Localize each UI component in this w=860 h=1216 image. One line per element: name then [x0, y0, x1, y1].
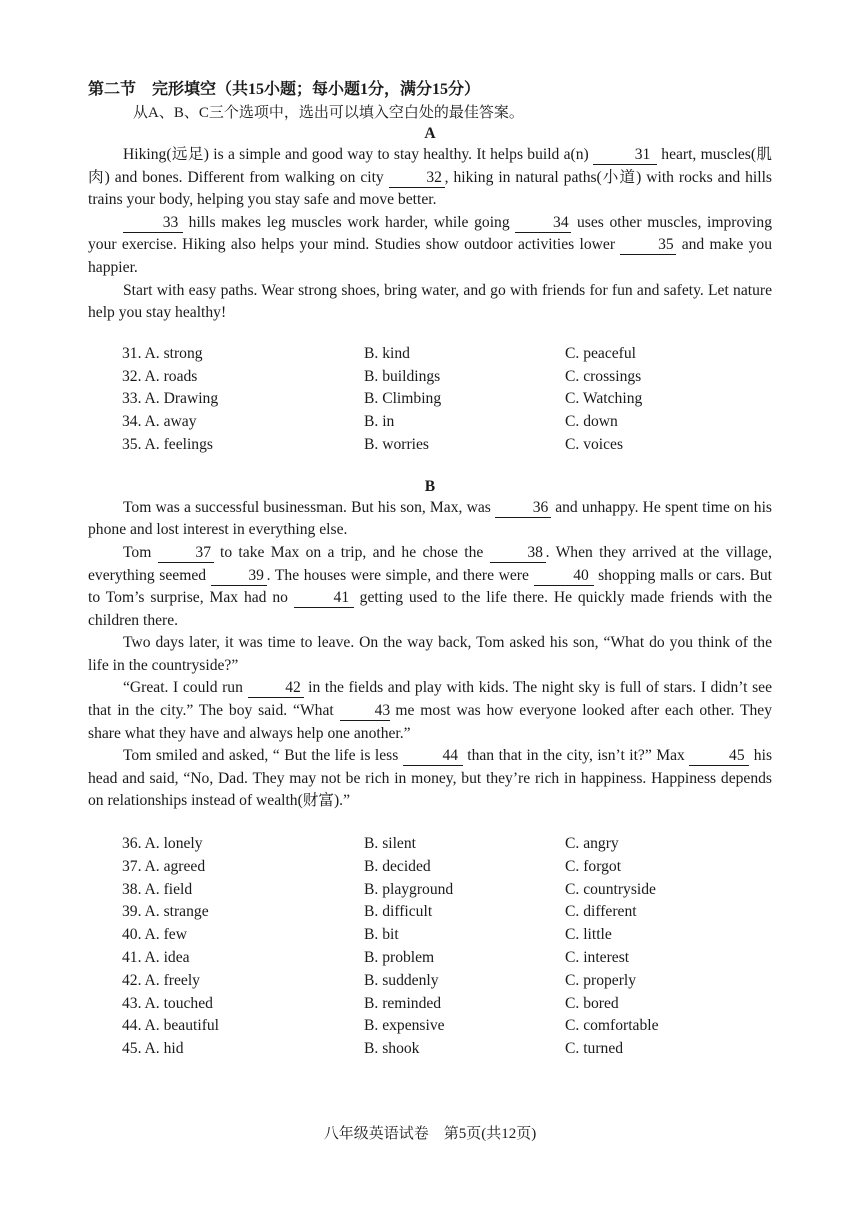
text-run: and make you happier. [88, 236, 772, 276]
text-run: Hiking(远足) is a simple and good way to stay healthy. It helps build a(n) [123, 146, 593, 163]
option-a: 33. A. Drawing [122, 390, 219, 408]
passage-a-paragraph-1 [88, 144, 772, 212]
text-run: getting used to the life there. He quickly made friends with the children there. [88, 589, 772, 629]
text-run: shopping malls or cars. But to Tom’s surprise, Max had no [88, 566, 773, 607]
text-run: Tom [123, 543, 158, 561]
text-run: in the fields and play with kids. The night sky is full of stars. I didn’t see that in the city.” The boy said. “What [88, 679, 773, 720]
option-c: C. comfortable [565, 1017, 659, 1035]
blank-36: 36 [495, 499, 551, 518]
option-c: C. bored [565, 994, 619, 1012]
option-c: C. crossings [565, 367, 642, 385]
option-a: 45. A. hid [122, 1040, 184, 1058]
text-run: than that in the city, isn’t it?” Max [462, 747, 690, 765]
option-a: 38. A. field [122, 880, 193, 898]
option-b: B. in [364, 413, 395, 431]
blank-34: 34 [515, 214, 571, 233]
text-run: and unhappy. He spent time on his phone and lost interest in everything else. [88, 498, 772, 539]
option-row-31 [88, 343, 772, 366]
option-row-34 [88, 411, 772, 434]
option-row-35 [88, 434, 772, 457]
option-b: B. decided [364, 857, 431, 875]
option-a: 40. A. few [122, 926, 187, 944]
text-run: heart, muscles(肌肉) and bones. Different from walking on city [88, 146, 772, 186]
option-a: 31. A. strong [122, 344, 203, 362]
passage-b-paragraph-1 [88, 497, 772, 542]
option-b: B. suddenly [364, 971, 439, 989]
option-b: B. kind [364, 344, 410, 362]
blank-38: 38 [490, 544, 546, 563]
blank-39: 39 [211, 567, 267, 586]
option-row-33 [88, 388, 772, 411]
option-c: C. angry [565, 835, 619, 853]
text-run: , hiking in natural paths(小道) with rocks and hills trains your body, helping you stay safe and move better. [88, 168, 772, 209]
option-c: C. voices [565, 435, 624, 453]
option-b: B. buildings [364, 367, 441, 385]
option-c: C. little [565, 926, 612, 944]
option-c: C. turned [565, 1040, 624, 1058]
blank-41: 41 [294, 589, 354, 608]
option-a: 37. A. agreed [122, 857, 206, 875]
text-run: uses other muscles, improving your exercise. Hiking also helps your mind. Studies show outdoor activities lower [88, 213, 772, 254]
passage-b-paragraph-2 [88, 542, 772, 632]
text-run: “Great. I could run [123, 679, 248, 697]
option-a: 43. A. touched [122, 994, 213, 1012]
option-c: C. countryside [565, 880, 656, 898]
blank-45: 45 [689, 747, 749, 766]
blank-35: 35 [620, 236, 676, 255]
option-row-42 [88, 970, 772, 993]
text-run: Tom was a successful businessman. But his son, Max, was [123, 498, 496, 516]
option-c: C. properly [565, 971, 637, 989]
option-a: 35. A. feelings [122, 435, 213, 453]
passage-b-label: B [424, 477, 436, 495]
option-row-32 [88, 366, 772, 389]
blank-32: 32 [389, 169, 445, 188]
passage-b-paragraph-4 [88, 677, 772, 745]
option-b: B. difficult [364, 903, 433, 921]
option-a: 36. A. lonely [122, 835, 203, 853]
passage-b-paragraph-3: Two days later, it was time to leave. On the way back, Tom asked his son, “What do you think of the life in the countryside?” [88, 634, 772, 674]
exam-page [88, 78, 772, 1061]
option-row-39 [88, 901, 772, 924]
option-b: B. shook [364, 1040, 420, 1058]
option-a: 39. A. strange [122, 903, 209, 921]
option-c: C. different [565, 903, 637, 921]
page-footer: 八年级英语试卷 第5页(共12页) [323, 1126, 537, 1142]
blank-44: 44 [403, 747, 463, 766]
option-b: B. reminded [364, 994, 442, 1012]
passage-a-options [88, 343, 772, 457]
option-row-36 [88, 833, 772, 856]
option-c: C. interest [565, 949, 630, 967]
text-run: . The houses were simple, and there were [266, 566, 534, 584]
option-b: B. worries [364, 435, 429, 453]
option-a: 34. A. away [122, 413, 197, 431]
option-a: 44. A. beautiful [122, 1017, 220, 1035]
text-run: to take Max on a trip, and he chose the [213, 543, 490, 561]
blank-42: 42 [248, 679, 304, 698]
option-row-44 [88, 1015, 772, 1038]
blank-31: 31 [593, 146, 657, 165]
option-a: 42. A. freely [122, 971, 200, 989]
section-title: 第二节 完形填空（共15小题；每小题1分，满分15分） [88, 81, 481, 98]
option-row-38 [88, 879, 772, 902]
option-row-41 [88, 947, 772, 970]
passage-b-options [88, 833, 772, 1061]
passage-a-paragraph-2 [88, 212, 772, 280]
text-run: me most was how everyone looked after each other. They share what they have and always help one another.” [88, 702, 773, 742]
option-c: C. peaceful [565, 344, 637, 362]
option-b: B. expensive [364, 1017, 445, 1035]
option-b: B. problem [364, 949, 435, 967]
passage-b-paragraph-5 [88, 745, 772, 813]
option-row-43 [88, 993, 772, 1016]
option-b: B. playground [364, 880, 454, 898]
text-run: Tom smiled and asked, “ But the life is less [123, 747, 403, 765]
option-c: C. down [565, 413, 618, 431]
blank-43: 43 [340, 702, 390, 721]
passage-a-label: A [424, 125, 436, 142]
option-row-40 [88, 924, 772, 947]
blank-37: 37 [158, 544, 214, 563]
text-run: . When they arrived at the village, everything seemed [88, 543, 772, 584]
option-row-37 [88, 856, 772, 879]
option-b: B. bit [364, 926, 399, 944]
blank-33: 33 [123, 214, 183, 233]
option-b: B. Climbing [364, 390, 442, 408]
text-run: hills makes leg muscles work harder, while going [183, 213, 516, 231]
option-b: B. silent [364, 835, 416, 853]
option-a: 32. A. roads [122, 367, 198, 385]
section-instruction: 从A、B、C三个选项中，选出可以填入空白处的最佳答案。 [133, 105, 524, 121]
text-run: his head and said, “No, Dad. They may not be rich in money, but they’re rich in happiness. Happiness depends on relationships instead of wealth(财富).” [88, 747, 773, 810]
option-a: 41. A. idea [122, 949, 190, 967]
option-c: C. forgot [565, 857, 622, 875]
blank-40: 40 [534, 567, 594, 586]
option-row-45 [88, 1038, 772, 1061]
option-c: C. Watching [565, 390, 643, 408]
passage-a-paragraph-3: Start with easy paths. Wear strong shoes, bring water, and go with friends for fun and safety. Let nature help you stay healthy! [88, 281, 772, 322]
